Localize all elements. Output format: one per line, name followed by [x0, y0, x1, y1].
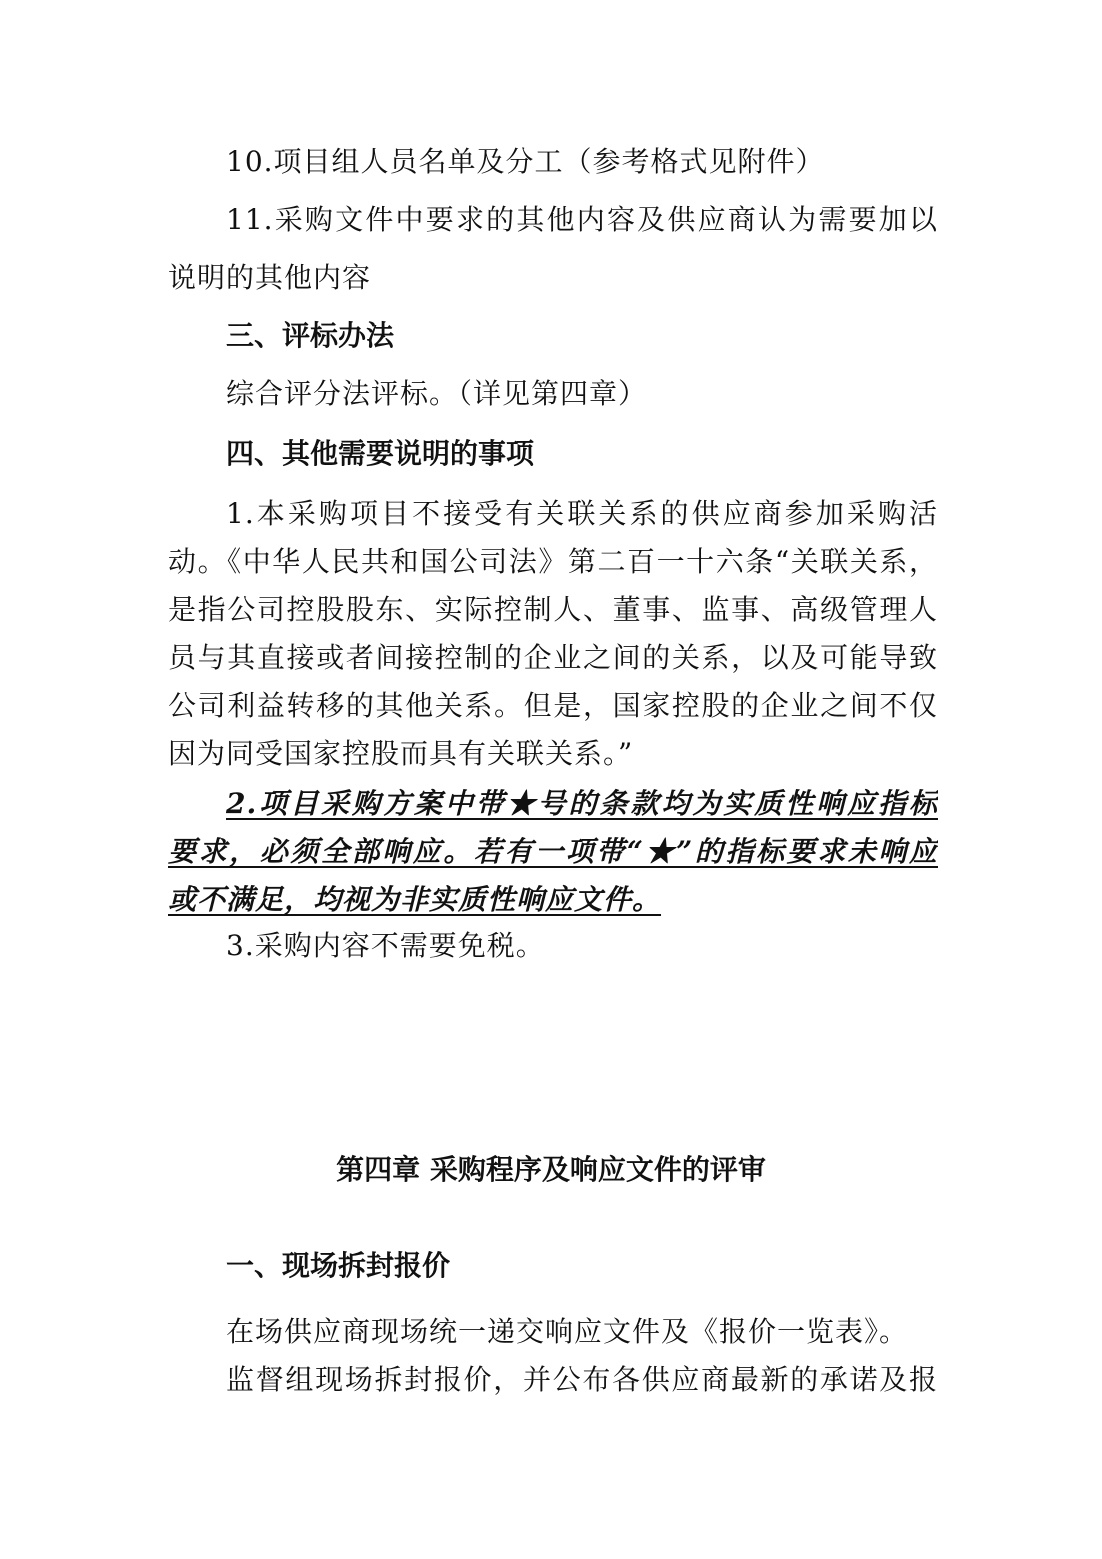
- section-3-body: 综合评分法评标。（详见第四章）: [226, 377, 648, 410]
- section-4-p1-line: 因为同受国家控股而具有关联关系。”: [168, 737, 634, 770]
- section-4-p3: 3.采购内容不需要免税。: [226, 929, 545, 962]
- item-11-line-1: 11.采购文件中要求的其他内容及供应商认为需要加以: [226, 203, 938, 236]
- section-4-p1-line: 公司利益转移的其他关系。但是，国家控股的企业之间不仅: [168, 689, 938, 722]
- item-10: 10.项目组人员名单及分工（参考格式见附件）: [226, 145, 825, 178]
- section-4-p2-line: 要求，必须全部响应。若有一项带“★”的指标要求未响应: [168, 835, 938, 868]
- section-3-heading: 三、评标办法: [226, 319, 395, 352]
- chapter-4-body-line: 在场供应商现场统一递交响应文件及《报价一览表》。: [226, 1315, 909, 1348]
- chapter-4-section-1-heading: 一、现场拆封报价: [226, 1249, 451, 1282]
- section-4-p2-line: 2.项目采购方案中带★号的条款均为实质性响应指标: [226, 787, 938, 820]
- section-4-p1-line: 是指公司控股股东、实际控制人、董事、监事、高级管理人: [168, 593, 938, 626]
- item-11-line-2: 说明的其他内容: [168, 261, 372, 294]
- section-4-p1-line: 动。《中华人民共和国公司法》第二百一十六条“关联关系，: [168, 545, 938, 578]
- chapter-4-body-line: 监督组现场拆封报价，并公布各供应商最新的承诺及报: [226, 1363, 938, 1396]
- section-4-p1-line: 员与其直接或者间接控制的企业之间的关系，以及可能导致: [168, 641, 938, 674]
- section-4-heading: 四、其他需要说明的事项: [226, 437, 535, 470]
- chapter-4-title: 第四章 采购程序及响应文件的评审: [336, 1153, 766, 1186]
- section-4-p2-line: 或不满足，均视为非实质性响应文件。: [168, 883, 662, 916]
- section-4-p1-line: 1.本采购项目不接受有关联关系的供应商参加采购活: [226, 497, 938, 530]
